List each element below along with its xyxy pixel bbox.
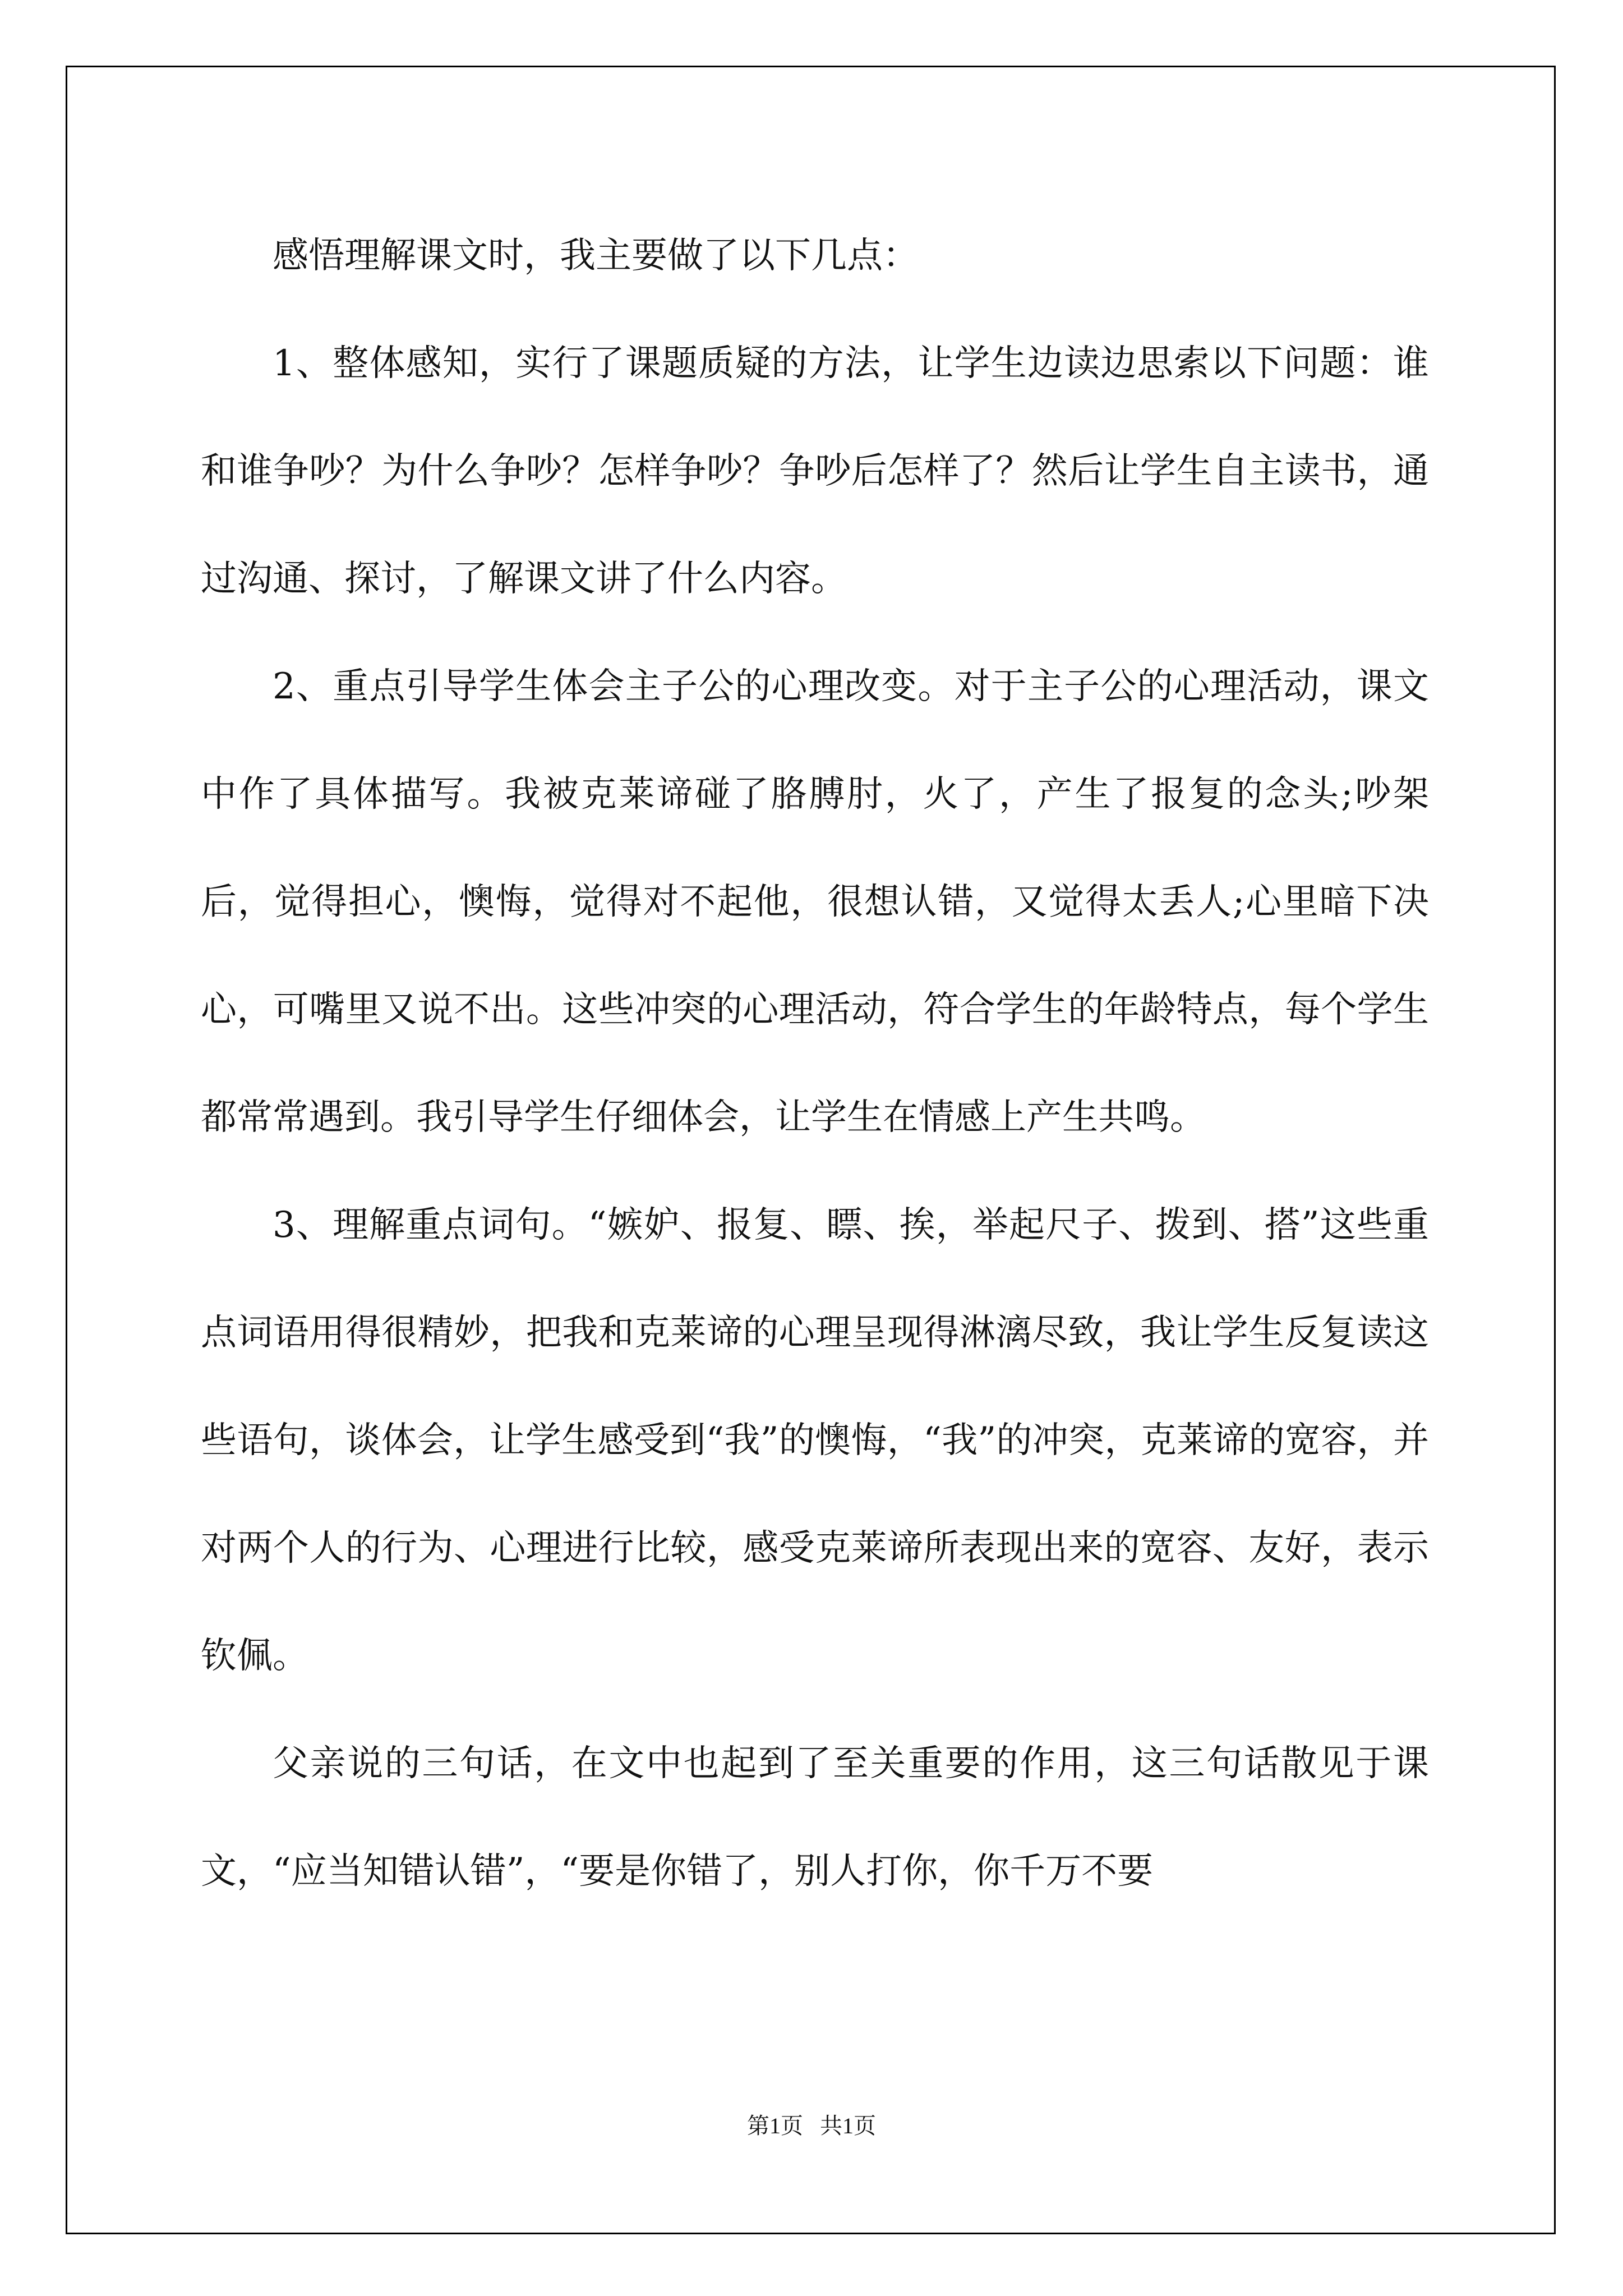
page-number-footer: 第1页 共1页 xyxy=(747,2113,876,2138)
paragraph-point-3: 3、理解重点词句。“嫉妒、报复、瞟、挨，举起尺子、拨到、搭”这些重点词语用得很精妙，把我和克莱谛的心理呈现得淋漓尽致，我让学生反复读这些语句，谈体会，让学生感受到“我”的懊悔，“我”的冲突，克莱谛的宽容，并对两个人的行为、心理进行比较，感受克莱谛所表现出来的宽容、友好，表示钦佩。 xyxy=(201,1204,1429,1677)
paragraph-point-2: 2、重点引导学生体会主子公的心理改变。对于主子公的心理活动，课文中作了具体描写。我被克莱谛碰了胳膊肘，火了，产生了报复的念头;吵架后，觉得担心，懊悔，觉得对不起他，很想认错，又觉得太丢人;心里暗下决心，可嘴里又说不出。这些冲突的心理活动，符合学生的年龄特点，每个学生都常常遇到。我引导学生仔细体会，让学生在情感上产生共鸣。 xyxy=(201,666,1429,1138)
paragraph-point-1: 1、整体感知，实行了课题质疑的方法，让学生边读边思索以下问题：谁和谁争吵？为什么争吵？怎样争吵？争吵后怎样了？然后让学生自主读书，通过沟通、探讨，了解课文讲了什么内容。 xyxy=(201,343,1429,600)
document-body xyxy=(201,202,1429,1925)
paragraph-father-words: 父亲说的三句话，在文中也起到了至关重要的作用，这三句话散见于课文，“应当知错认错”，“要是你错了，别人打你，你千万不要 xyxy=(201,1743,1429,1892)
paragraph-intro: 感悟理解课文时，我主要做了以下几点： xyxy=(273,235,919,277)
